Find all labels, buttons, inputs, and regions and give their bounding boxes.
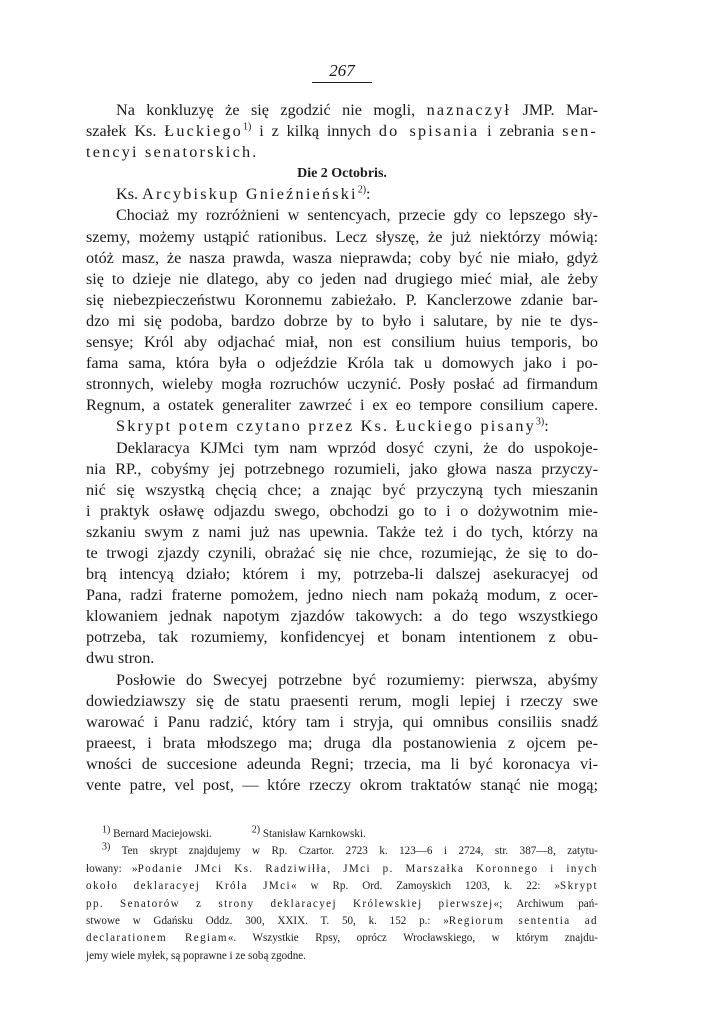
text-segment: Skrypt potem czytano przez Ks. Łuckiego pisany	[116, 417, 536, 436]
text-segment: dwu stron.	[86, 649, 155, 668]
footnote-marker: 1)	[242, 121, 252, 133]
text-line	[86, 163, 598, 184]
text-line	[86, 733, 598, 754]
text-segment: Posłowie do Swecyej potrzebne być rozumiemy: pierwsza, abyśmy	[116, 670, 598, 689]
text-segment: potrzeba, tak rozumiemy, konfidencyej et bonam intentionem z obu-	[86, 628, 598, 647]
text-segment: «; Archiwum pań-	[493, 897, 598, 910]
text-segment: Regnum, a ostatek generaliter zawrzeć i ex eo tempore consilium capere.	[86, 396, 598, 415]
text-segment: łowany: »	[86, 862, 138, 875]
footnote-line	[86, 896, 598, 913]
text-line	[86, 627, 598, 648]
text-segment: nić się wszystką chęcią chce; a znając być przyczyną tych mieszanin	[86, 480, 598, 499]
text-line	[86, 205, 598, 226]
text-line	[86, 648, 598, 669]
page-number: 267	[312, 60, 372, 83]
footnote-marker: 1)	[102, 824, 111, 836]
text-segment: się to dzieje nie dlatego, aby co jeden nad drugiego mieć miał, ale żeby	[86, 269, 598, 288]
text-segment: Chociaż my rozróżnieni w sentencyach, przecie gdy co lepszego sły-	[116, 206, 598, 225]
footnote-line	[86, 930, 598, 947]
text-line	[86, 290, 598, 311]
text-line	[86, 353, 598, 374]
text-segment: brą intencyą działo; którem i my, potrzeba-li dalszej asekuracyej od	[86, 565, 598, 584]
text-segment: się niebezpieczeństwu Koronnemu zabieżało. P. Kanclerzowe zdanie bar-	[86, 290, 598, 309]
text-segment: « w Rp. Ord. Zamoyskich 1203, k. 22: »	[290, 880, 560, 893]
text-segment: stronnych, wieleby mogła rozruchów uczynić. Posły posłać ad firmandum	[86, 375, 598, 394]
text-segment: dzo mi się podoba, bardzo dobrze by to było i salutare, by nie te dys-	[86, 311, 598, 330]
text-line	[86, 606, 598, 627]
text-line	[86, 564, 598, 585]
text-segment: warować i Panu radzić, który tam i stryja, qui omnibus consiliis snadź	[86, 712, 598, 731]
text-line	[86, 775, 598, 796]
text-segment: JMP. Mar-	[511, 101, 598, 119]
text-segment: declarationem Regiam	[86, 932, 228, 945]
text-segment: «. Wszystkie Rpsy, oprócz Wrocławskiego, w którym znajdu-	[227, 932, 598, 945]
text-segment: szkaniu swym z nami już nas upewnia. Także też i do tych, którzy na	[86, 522, 598, 541]
footnote-line	[86, 913, 598, 930]
text-line	[86, 438, 598, 459]
text-line	[86, 522, 598, 543]
footnote-marker: 2)	[251, 824, 261, 836]
text-segment: i praktyk osławę odjazdu swego, obchodzi go to i o dożywotnim mie-	[86, 501, 598, 520]
footnote-line	[86, 948, 598, 965]
text-line	[86, 269, 598, 290]
text-segment: wności de succesione adeunda Regni; trzecia, ma li być koronacya vi-	[86, 754, 598, 773]
text-segment: fama sama, która była o odjeździe Króla tak u domowych jako i po-	[86, 354, 598, 373]
text-line	[86, 332, 598, 353]
footnote-line	[86, 878, 598, 895]
text-segment: około deklaracyej Króla JMci	[86, 880, 291, 893]
footnote-line	[86, 861, 598, 878]
text-segment: pp. Senatorów z strony deklaracyej Królewskiej pierwszej	[86, 897, 494, 910]
text-segment: Stanisław Karnkowski.	[260, 828, 366, 840]
text-line	[86, 501, 598, 522]
text-segment: te trwogi zjazdy czynili, obrażać się nie chce, rozumiejąc, że się to do-	[86, 543, 598, 562]
text-line	[86, 670, 598, 691]
text-segment: Skrypt	[560, 880, 598, 893]
text-line	[86, 543, 598, 564]
footnote-marker: 3)	[535, 417, 545, 429]
footnote-line	[86, 843, 598, 860]
text-line	[86, 712, 598, 733]
text-line	[86, 311, 598, 332]
text-segment: jemy wiele myłek, są poprawne i ze sobą zgodne.	[86, 949, 306, 962]
text-segment: praeest, i brata młodszego ma; druga dla postanowienia z ojcem pe-	[86, 733, 598, 752]
text-segment: Na konkluzyę że się zgodzić nie mogli,	[116, 101, 427, 119]
footnote-marker: 3)	[102, 841, 111, 853]
text-segment: Arcybiskup Gnieźnieński	[142, 185, 358, 204]
text-segment: Bernard Maciejowski.	[110, 828, 212, 840]
text-segment: otóż masz, że nasza prawda, wasza nieprawda; coby być nie miało, gdyż	[86, 248, 598, 267]
text-line	[86, 691, 598, 712]
text-segment: Deklaracya KJMci tym nam wprzód dosyć czyni, że do uspokoje-	[116, 438, 598, 457]
text-segment: sensye; Król aby odjachać miał, non est consilium huius temporis, bo	[86, 333, 598, 352]
text-line	[86, 227, 598, 248]
text-line	[86, 754, 598, 775]
text-line	[86, 480, 598, 501]
footnote-marker: 2)	[357, 184, 367, 196]
text-segment: Ten skrypt znajdujemy w Rp. Czartor. 2723 k. 123—6 i 2724, str. 387—8, zatytu-	[110, 845, 598, 858]
text-segment: :	[366, 185, 371, 204]
text-segment: Łuckiego	[164, 122, 243, 141]
text-line	[86, 395, 598, 416]
text-segment: dowiedziawszy się de statu praesenti rerum, mogli lepiej i rzeczy swe	[86, 691, 598, 710]
text-segment: Die 2 Octobris.	[297, 166, 387, 182]
text-line	[86, 416, 598, 437]
text-segment: naznaczył	[426, 101, 512, 119]
text-line	[86, 142, 598, 163]
text-segment: tencyi senatorskich.	[86, 143, 259, 162]
text-segment: szemy, możemy ustąpić rationibus. Lecz słyszę, że już niektórzy mówią:	[86, 227, 598, 246]
main-text	[86, 100, 598, 796]
footnotes	[86, 826, 598, 965]
text-segment: do spisania	[378, 122, 480, 141]
text-segment: nia RP., cobyśmy jej potrzebnego rozumieli, jako głowa nasza przyczy-	[86, 459, 598, 478]
footnote-line	[86, 826, 598, 843]
text-line	[86, 121, 598, 142]
text-segment: sen-	[562, 122, 599, 141]
text-line	[86, 248, 598, 269]
text-segment: szałek Ks.	[86, 122, 165, 141]
text-segment: Podanie JMci Ks. Radziwiłła, JMci p. Marszałka Koronnego i inych	[137, 862, 598, 875]
text-line	[86, 585, 598, 606]
text-segment: :	[544, 417, 549, 436]
text-line	[86, 374, 598, 395]
text-line	[86, 184, 598, 205]
text-segment: Ks.	[116, 185, 143, 204]
text-segment: vente patre, vel post, — które rzeczy okrom traktatów stanąć nie mogą;	[86, 776, 598, 794]
text-segment: i zebrania	[479, 122, 563, 141]
text-segment: klowaniem jednak napotym zjazdów takowych: a do tego wszystkiego	[86, 607, 598, 626]
text-segment: Regiorum sententia ad	[448, 914, 598, 927]
text-segment: stwowe w Gdańsku Oddz. 300, XXIX. T. 50, k. 152 p.: »	[86, 914, 449, 927]
text-line	[86, 459, 598, 480]
text-segment: Pana, radzi fraterne pomożem, jedno niech nam pokażą modum, z ocer-	[86, 586, 598, 605]
text-segment: i z kilką innych	[251, 122, 379, 141]
text-line	[86, 100, 598, 121]
